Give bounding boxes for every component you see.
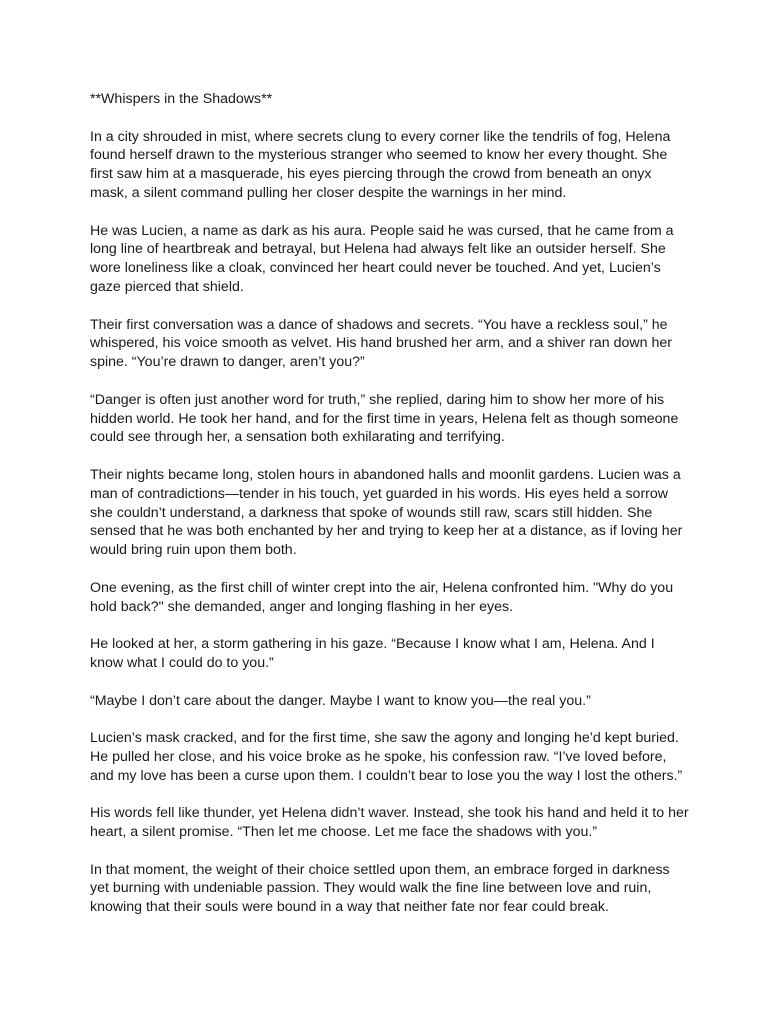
paragraph-4: “Danger is often just another word for truth,” she replied, daring him to show her more of his hidden world. He took her hand, and for the first time in years, Helena felt as though someone could see through her, a sensation both exhilarating and terrifying. [90,391,679,446]
paragraph-8: “Maybe I don’t care about the danger. Maybe I want to know you—the real you.” [90,692,591,709]
paragraph-5: Their nights became long, stolen hours in abandoned halls and moonlit gardens. Lucien was a man of contradictions—tender in his touch, yet guarded in his words. His eyes held a sorrow she couldn’t understand, a darkness that spoke of wounds still raw, scars still hidden. She sensed that he was both enchanted by her and trying to keep her at a distance, as if loving her would bring ruin upon them both. [90,466,683,559]
document-page [90,90,690,936]
paragraph-9: Lucien’s mask cracked, and for the first time, she saw the agony and longing he’d kept buried. He pulled her close, and his voice broke as he spoke, his confession raw. “I’ve loved before, and my love has been a curse upon them. I couldn’t bear to lose you the way I lost the others.” [90,730,683,784]
paragraph-3: Their first conversation was a dance of shadows and secrets. “You have a reckless soul,” he whispered, his voice smooth as velvet. His hand brushed her arm, and a shiver ran down her spine. “You’re drawn to danger, aren’t you?” [90,316,672,371]
paragraph-1: In a city shrouded in mist, where secrets clung to every corner like the tendrils of fog, Helena found herself drawn to the mysterious stranger who seemed to know her every thought. She first saw him at a masquerade, his eyes piercing through the crowd from beneath an onyx mask, a silent command pulling her closer despite the warnings in her mind. [90,128,671,201]
paragraph-6: One evening, as the first chill of winter crept into the air, Helena confronted him. "Why do you hold back?" she demanded, anger and longing flashing in her eyes. [90,579,674,615]
document-title: **Whispers in the Shadows** [90,91,273,107]
paragraph-10: His words fell like thunder, yet Helena didn’t waver. Instead, she took his hand and held it to her heart, a silent promise. “Then let me choose. Let me face the shadows with you.” [90,805,689,841]
paragraph-2: He was Lucien, a name as dark as his aura. People said he was cursed, that he came from a long line of heartbreak and betrayal, but Helena had always felt like an outsider herself. She wore loneliness like a cloak, convinced her heart could never be touched. And yet, Lucien’s gaze pierced that shield. [90,222,674,295]
paragraph-7: He looked at her, a storm gathering in his gaze. “Because I know what I am, Helena. And I know what I could do to you.” [90,636,655,671]
paragraph-11: In that moment, the weight of their choice settled upon them, an embrace forged in darkness yet burning with undeniable passion. They would walk the fine line between love and ruin, knowing that their souls were bound in a way that neither fate nor fear could break. [90,861,670,916]
